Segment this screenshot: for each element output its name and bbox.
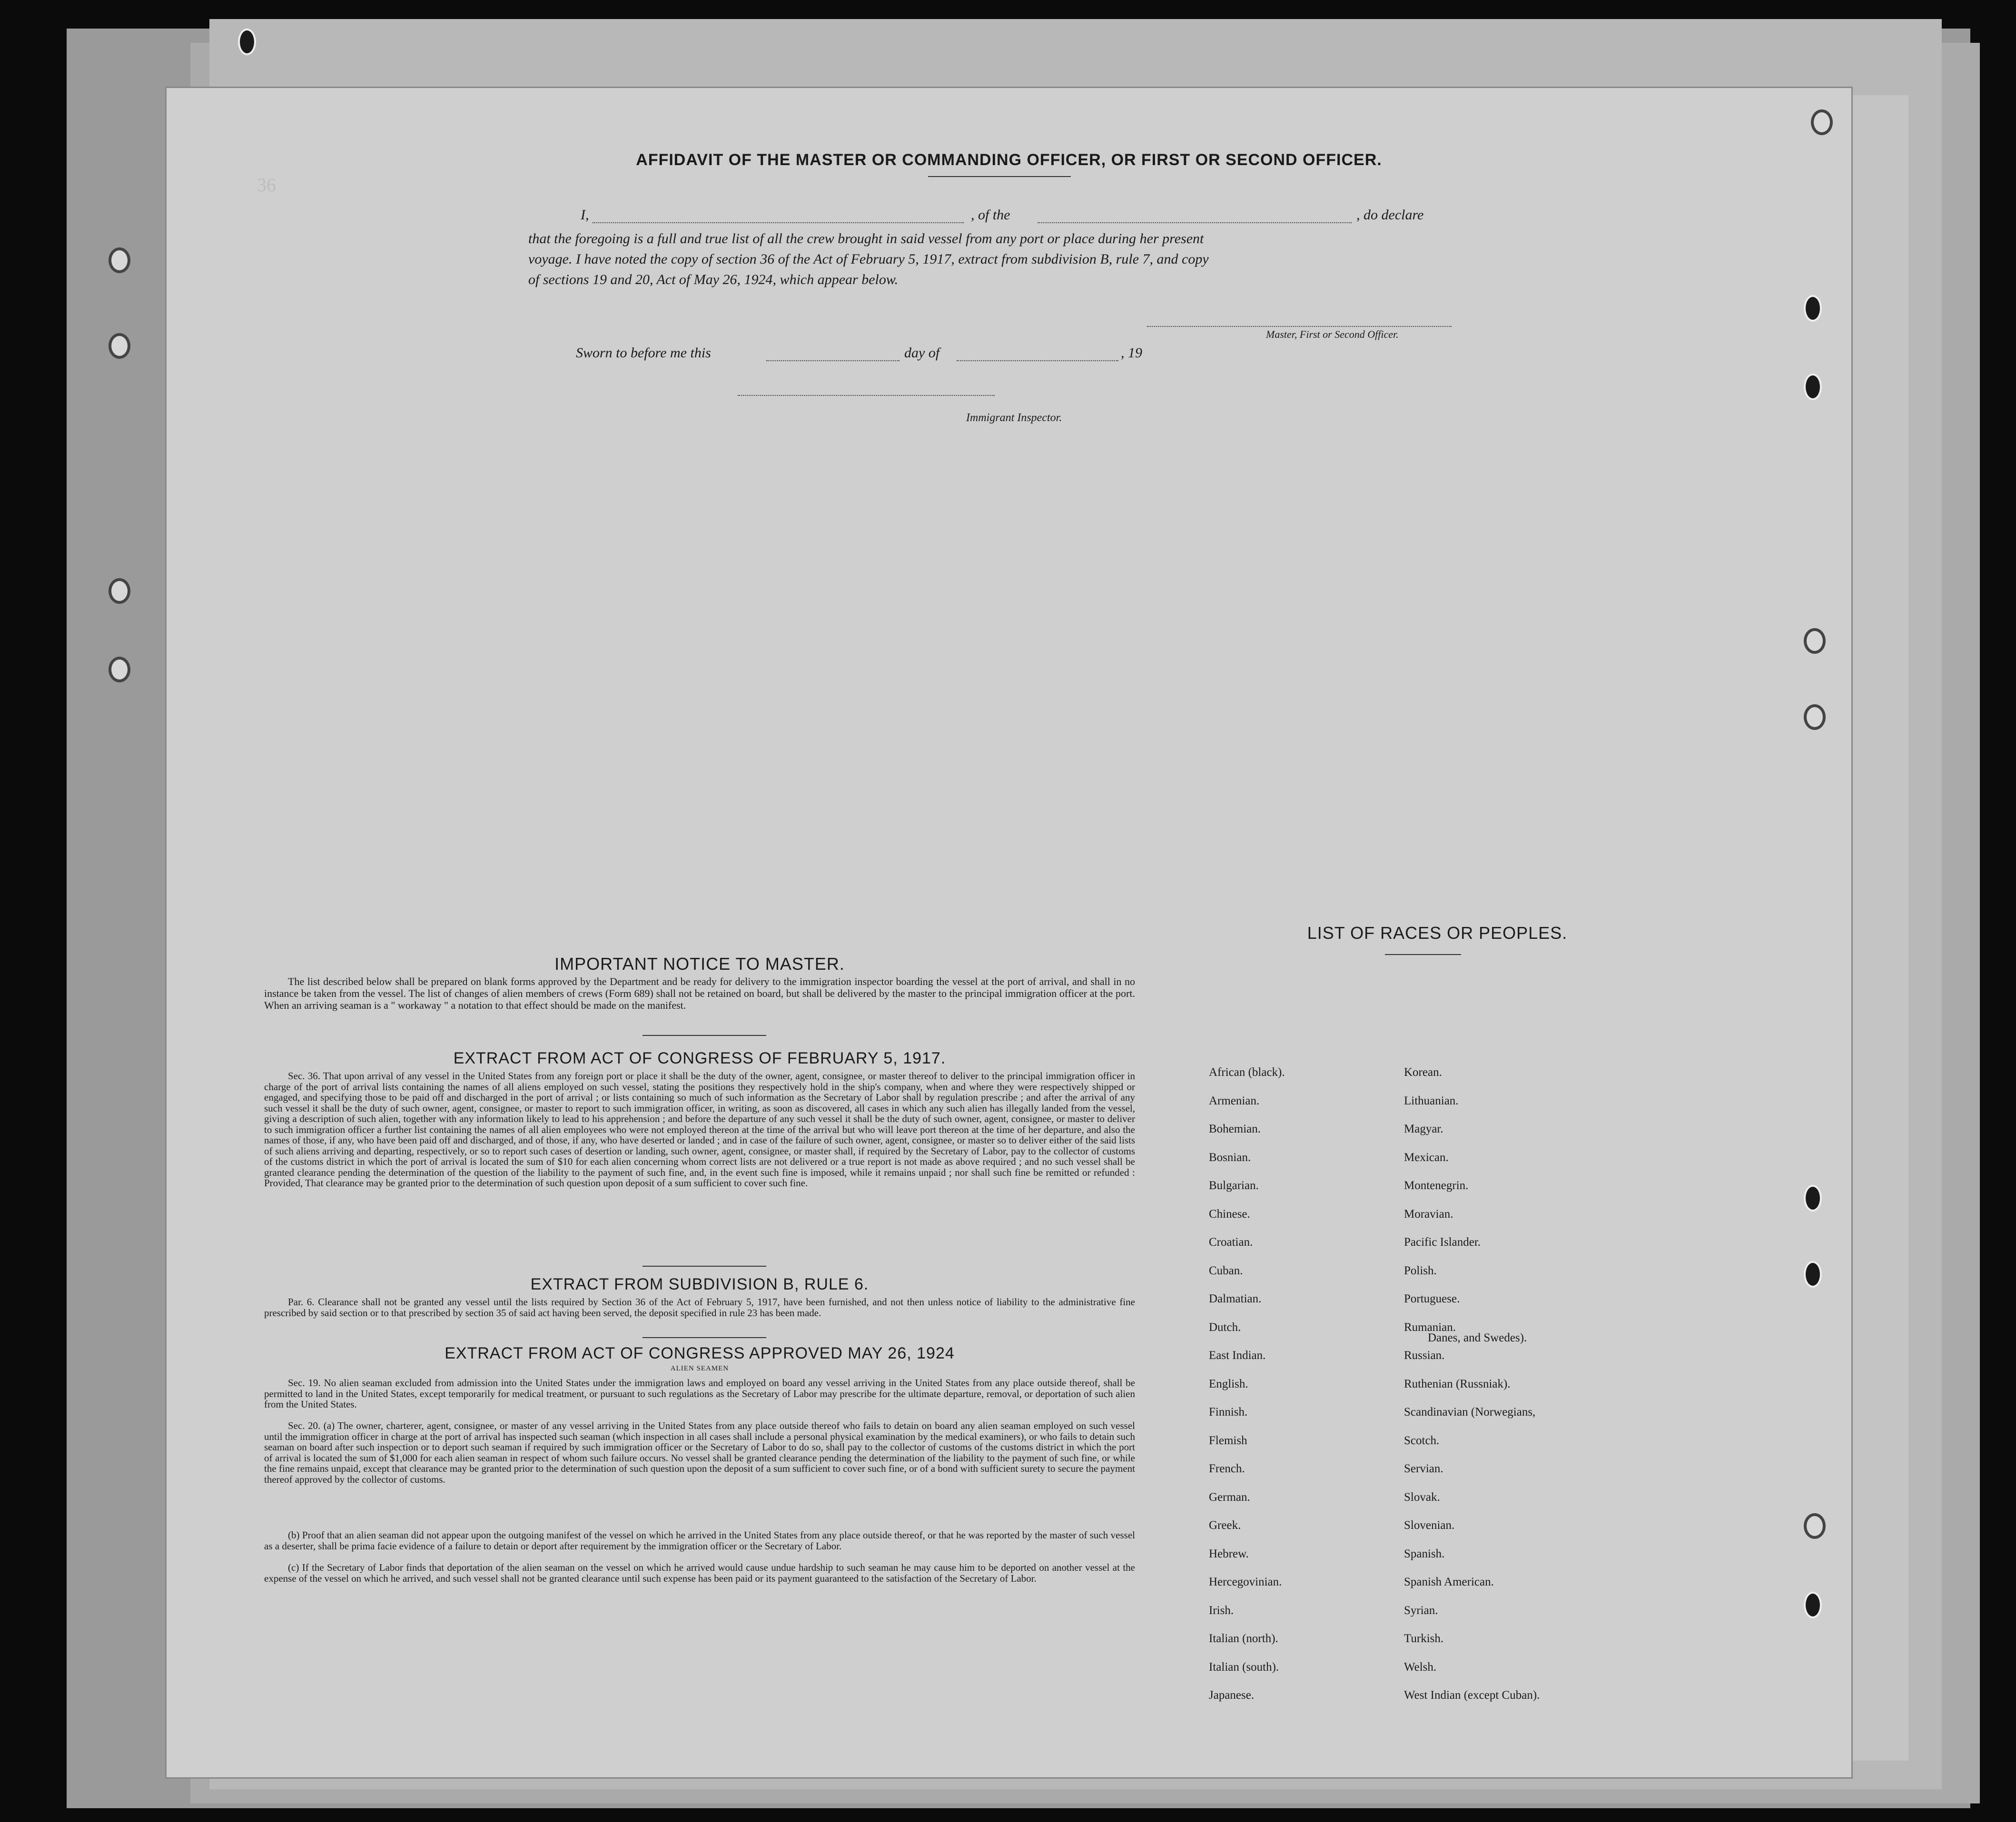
extract-1924-title: EXTRACT FROM ACT OF CONGRESS APPROVED MAY 26, 1924 xyxy=(445,1344,955,1362)
section-rule xyxy=(642,1035,766,1036)
sworn-day-blank[interactable] xyxy=(766,360,899,361)
extract-1917-title: EXTRACT FROM ACT OF CONGRESS OF FEBRUARY 5, 1917. xyxy=(453,1049,946,1067)
punch-hole-icon xyxy=(1804,374,1822,400)
underlying-page-edge xyxy=(1851,95,1908,1761)
race-item: Armenian. xyxy=(1209,1094,1260,1107)
race-item: Portuguese. xyxy=(1404,1292,1460,1305)
binder-ring-icon xyxy=(109,657,130,682)
race-item: Italian (north). xyxy=(1209,1632,1278,1645)
section-rule xyxy=(642,1337,766,1338)
binder-ring-icon xyxy=(109,578,130,604)
sec-19-body: Sec. 19. No alien seaman excluded from admission into the United States under the immigration laws and employed on board any vessel arriving in the United States from any place outside thereof, shall be permitted to land in the United States, except temporarily for medical treatment, or pursuant to such regulations as the Secretary of Labor may prescribe for the ultimate departure, removal, or deportation of such alien from the United States. xyxy=(264,1377,1135,1410)
affidavit-i: I, xyxy=(581,207,589,223)
race-item: Bosnian. xyxy=(1209,1151,1251,1164)
race-item: Hebrew. xyxy=(1209,1547,1249,1560)
sworn-month-blank[interactable] xyxy=(957,360,1118,361)
binder-ring-icon xyxy=(1804,1513,1826,1539)
punch-hole-icon xyxy=(1804,1592,1822,1618)
punch-hole-icon xyxy=(1804,1261,1822,1288)
races-title: LIST OF RACES OR PEOPLES. xyxy=(1307,923,1568,943)
binder-ring-icon xyxy=(1811,109,1833,135)
affidavit-of-the: , of the xyxy=(971,207,1010,223)
affidavit-title: AFFIDAVIT OF THE MASTER OR COMMANDING OFFICER, OR FIRST OR SECOND OFFICER. xyxy=(636,151,1382,169)
manifest-page xyxy=(167,88,1851,1777)
race-item: Syrian. xyxy=(1404,1604,1438,1617)
bleed-through-page-number: 36 xyxy=(257,174,276,196)
subdivision-b-title: EXTRACT FROM SUBDIVISION B, RULE 6. xyxy=(530,1275,869,1293)
vessel-name-blank[interactable] xyxy=(1038,222,1352,223)
race-item: Scandinavian (Norwegians, xyxy=(1404,1406,1536,1418)
affidavit-line: that the foregoing is a full and true list of all the crew brought in said vessel from any port or place during her present xyxy=(528,231,1204,246)
race-item: Dutch. xyxy=(1209,1320,1241,1334)
race-item: Croatian. xyxy=(1209,1236,1253,1249)
affidavit-line: voyage. I have noted the copy of section 36 of the Act of February 5, 1917, extract from subdivision B, rule 7, and copy xyxy=(528,251,1209,267)
race-item: Korean. xyxy=(1404,1066,1442,1079)
inspector-label: Immigrant Inspector. xyxy=(966,412,1062,424)
sec-20a-body: Sec. 20. (a) The owner, charterer, agent, consignee, or master of any vessel arriving in the United States from any place outside thereof who fails to detain on board any alien seaman employed on such vessel until the immigration officer in charge at the port of arrival has inspected such seaman (which inspection in all cases shall include a personal physical examination by the medical examiners), or who fails to detain such seaman on board after such inspection or to deport such seaman if required by such immigration officer or the Secretary of Labor to do so, shall pay to the collector of customs of the customs district in which the port of arrival is located the sum of $1,000 for each alien seaman in respect of whom such failure occurs. No vessel shall be granted clearance pending the determination of the liability to the payment of such fine, or while the fine remains unpaid, except that clearance may be granted prior to the determination of such question upon the deposit of a sum sufficient to cover such fine, or of a bond with sufficient surety to secure the payment thereof approved by the collector of customs. xyxy=(264,1420,1135,1485)
race-item: Polish. xyxy=(1404,1264,1437,1277)
notice-title: IMPORTANT NOTICE TO MASTER. xyxy=(554,954,845,974)
master-signature-label: Master, First or Second Officer. xyxy=(1266,328,1399,340)
binder-ring-icon xyxy=(109,333,130,359)
race-item: West Indian (except Cuban). xyxy=(1404,1689,1540,1702)
subdivision-b-body: Par. 6. Clearance shall not be granted any vessel until the lists required by Section 36 of the Act of February 5, 1917, have been furnished, and not then unless notice of liability to the administrative fine prescribed by said section or to that prescribed by section 35 of said act having been served, the deposit specified in rule 23 has been made. xyxy=(264,1296,1135,1319)
race-item: Russian. xyxy=(1404,1349,1445,1362)
race-item: Servian. xyxy=(1404,1462,1443,1475)
extract-1924-subtitle: ALIEN SEAMEN xyxy=(670,1365,729,1372)
punch-hole-icon xyxy=(238,29,256,55)
race-item: Montenegrin. xyxy=(1404,1179,1469,1192)
race-item: German. xyxy=(1209,1490,1250,1504)
race-item: Spanish. xyxy=(1404,1547,1445,1560)
sec-20b-body: (b) Proof that an alien seaman did not appear upon the outgoing manifest of the vessel on which he arrived in the United States from any place outside thereof, or that he was reported by the master of such vessel as a deserter, shall be prima facie evidence of a failure to detain or deport after requirement by the immigration officer or the Secretary of Labor. xyxy=(264,1529,1135,1552)
sworn-label: Sworn to before me this xyxy=(576,345,711,361)
race-item: Lithuanian. xyxy=(1404,1094,1459,1107)
race-item: Irish. xyxy=(1209,1604,1234,1617)
affidavit-declare: , do declare xyxy=(1356,207,1424,223)
race-item: Spanish American. xyxy=(1404,1576,1494,1588)
race-item: Turkish. xyxy=(1404,1632,1444,1645)
inspector-signature-blank[interactable] xyxy=(738,395,995,396)
race-item: Magyar. xyxy=(1404,1123,1443,1135)
race-item: Pacific Islander. xyxy=(1404,1236,1481,1249)
race-item: Ruthenian (Russniak). xyxy=(1404,1377,1511,1390)
race-item: Finnish. xyxy=(1209,1406,1248,1418)
race-item: Bulgarian. xyxy=(1209,1179,1259,1192)
race-item: Moravian. xyxy=(1404,1207,1453,1221)
binder-ring-icon xyxy=(1804,628,1826,654)
race-item: African (black). xyxy=(1209,1066,1285,1079)
race-item: English. xyxy=(1209,1377,1248,1390)
binder-ring-icon xyxy=(1804,704,1826,730)
race-item: Cuban. xyxy=(1209,1264,1243,1277)
punch-hole-icon xyxy=(1804,295,1822,322)
race-item: Dalmatian. xyxy=(1209,1292,1262,1305)
races-rule xyxy=(1385,954,1461,955)
race-item: Japanese. xyxy=(1209,1689,1255,1702)
race-item: Danes, and Swedes). xyxy=(1428,1331,1527,1344)
year-label: , 19 xyxy=(1121,345,1142,361)
race-item: Slovak. xyxy=(1404,1490,1440,1504)
race-item: East Indian. xyxy=(1209,1349,1266,1362)
race-item: French. xyxy=(1209,1462,1245,1475)
master-signature-blank[interactable] xyxy=(1147,326,1452,327)
title-rule xyxy=(928,176,1071,177)
section-rule xyxy=(642,1266,766,1267)
officer-name-blank[interactable] xyxy=(593,222,964,223)
sec-20c-body: (c) If the Secretary of Labor finds that deportation of the alien seaman on the vessel on which he arrived would cause undue hardship to such seaman he may cause him to be deported on another vessel at the expense of the vessel on which he arrived, and such vessel shall not be granted clearance until such expense has been paid or its payment guaranteed to the satisfaction of the Secretary of Labor. xyxy=(264,1562,1135,1584)
binder-ring-icon xyxy=(109,247,130,273)
extract-1917-body: Sec. 36. That upon arrival of any vessel in the United States from any foreign port or place it shall be the duty of the owner, agent, consignee, or master thereof to deliver to the principal immigration officer in charge of the port of arrival lists containing the names of all aliens employed on such vessel, stating the positions they respectively hold in the ship's company, when and where they were respectively shipped or engaged, and specifying those to be paid off and discharged in the port of arrival ; or lists containing so much of such information as the Secretary of Labor shall by regulation prescribe ; and after the arrival of any such vessel it shall be the duty of such owner, agent, consignee, or master to report to such immigration officer, in writing, as soon as discovered, all cases in which any such alien has illegally landed from the vessel, giving a description of such alien, together with any information likely to lead to his apprehension ; and before the departure of any such vessel it shall be the duty of such owner, agent, consignee, or master to deliver to such immigration officer a further list containing the names of all alien employees who were not employed thereon at the time of the arrival but who will leave port thereon at the time of her departure, and also the names of those, if any, who have been paid off and discharged, and of those, if any, who have deserted or landed ; and in case of the failure of such owner, agent, consignee, or master so to deliver either of the said lists of such aliens arriving and departing, respectively, or so to report such cases of desertion or landing, such owner, agent, consignee, or master shall, if required by the Secretary of Labor, pay to the collector of customs of the customs district in which the port of arrival is located the sum of $10 for each alien concerning whom correct lists are not delivered or a true report is not made as above required ; and no such vessel shall be granted clearance pending the determination of the question of the liability to the payment of such fine, and, in the event such fine is imposed, while it remains unpaid ; nor shall such fine be remitted or refunded : Provided, That clearance may be granted prior to the determination of such question upon deposit of a sum sufficient to cover such fine. xyxy=(264,1070,1135,1189)
notice-body: The list described below shall be prepared on blank forms approved by the Department and be ready for delivery to the immigration inspector boarding the vessel at the port of arrival, and shall in no instance be taken from the vessel. The list of changes of alien members of crews (Form 689) shall not be retained on board, but shall be delivered by the master to the principal immigration officer at the port. When an arriving seaman is a " workaway " a notation to that effect should be made on the manifest. xyxy=(264,975,1135,1011)
race-item: Slovenian. xyxy=(1404,1519,1455,1532)
race-item: Flemish xyxy=(1209,1434,1247,1447)
race-item: Scotch. xyxy=(1404,1434,1440,1447)
race-item: Chinese. xyxy=(1209,1207,1250,1221)
punch-hole-icon xyxy=(1804,1185,1822,1211)
race-item: Bohemian. xyxy=(1209,1123,1261,1135)
race-item: Italian (south). xyxy=(1209,1660,1279,1674)
race-item: Hercegovinian. xyxy=(1209,1576,1282,1588)
race-item: Mexican. xyxy=(1404,1151,1449,1164)
race-item: Greek. xyxy=(1209,1519,1241,1532)
race-item: Welsh. xyxy=(1404,1660,1437,1674)
affidavit-line: of sections 19 and 20, Act of May 26, 1924, which appear below. xyxy=(528,272,899,287)
race-item: Rumanian. xyxy=(1404,1320,1456,1334)
day-of-label: day of xyxy=(904,345,940,361)
